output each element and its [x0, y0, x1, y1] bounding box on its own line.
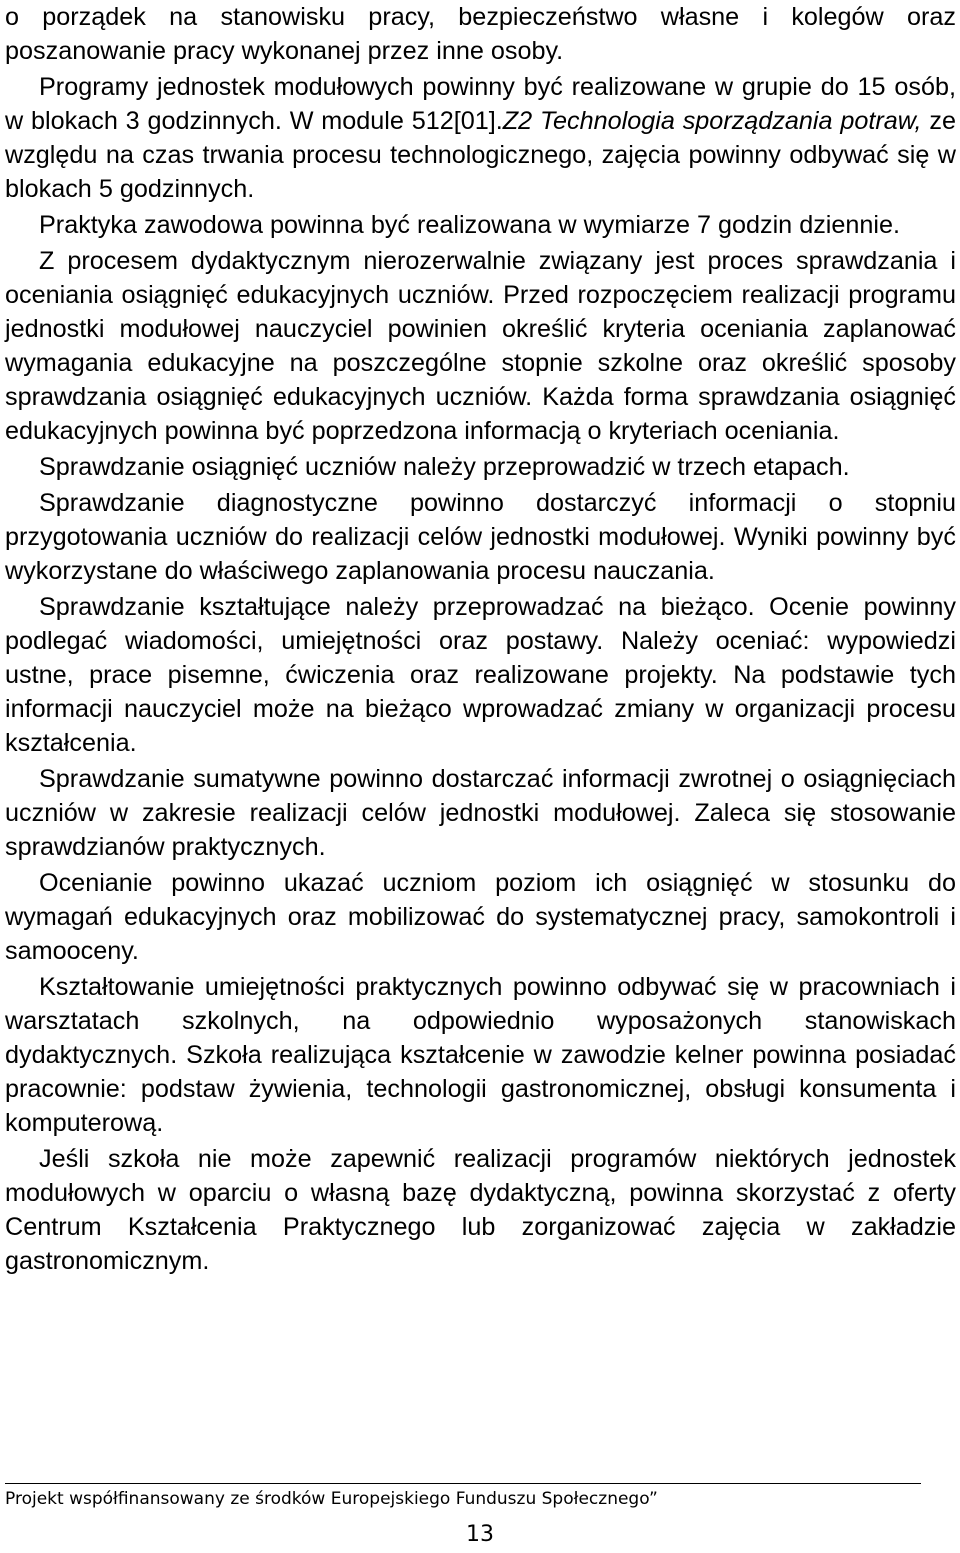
paragraph-group-size-text: Programy jednostek modułowych powinny być realizowane w grupie do 15 osób, w blokach 3 godzinnych. W module 512[01].	[5, 73, 956, 135]
document-body	[5, 0, 956, 1280]
paragraph-diagnostic: Sprawdzanie diagnostyczne powinno dostarczyć informacji o stopniu przygotowania uczniów do realizacji celów jednostki modułowej. Wyniki powinny być wykorzystane do właściwego zaplanowania procesu nauczania.	[5, 489, 956, 585]
footer-divider	[5, 1483, 921, 1484]
paragraph-assessment-stages: Sprawdzanie osiągnięć uczniów należy przeprowadzić w trzech etapach.	[39, 453, 850, 481]
module-title-italic: Z2 Technologia sporządzania potraw,	[502, 107, 922, 135]
footer-note: Projekt współfinansowany ze środków Europejskiego Funduszu Społecznego”	[5, 1489, 658, 1509]
paragraph-formative: Sprawdzanie kształtujące należy przeprowadzać na bieżąco. Ocenie powinny podlegać wiadomości, umiejętności oraz postawy. Należy oceniać: wypowiedzi ustne, prace pisemne, ćwiczenia oraz realizowane projekty. Na podstawie tych informacji nauczyciel może na bieżąco wprowadzać zmiany w organizacji procesu kształcenia.	[5, 593, 956, 757]
paragraph-assessment: Z procesem dydaktycznym nierozerwalnie związany jest proces sprawdzania i oceniania osiągnięć edukacyjnych uczniów. Przed rozpoczęciem realizacji programu jednostki modułowej nauczyciel powinien określić kryteria oceniania zaplanować wymagania edukacyjne na poszczególne stopnie szkolne oraz określić sposoby sprawdzania osiągnięć edukacyjnych uczniów. Każda forma sprawdzania osiągnięć edukacyjnych powinna być poprzedzona informacją o kryteriach oceniania.	[5, 247, 956, 445]
paragraph-group-size-tail: ze względu na czas trwania procesu technologicznego, zajęcia powinny odbywać się w blokach 5 godzinnych.	[5, 107, 956, 203]
paragraph-practical-skills: Kształtowanie umiejętności praktycznych powinno odbywać się w pracowniach i warsztatach szkolnych, na odpowiednio wyposażonych stanowiskach dydaktycznych. Szkoła realizująca kształcenie w zawodzie kelner powinna posiadać pracownie: podstaw żywienia, technologii gastronomicznej, obsługi konsumenta i komputerową.	[5, 973, 956, 1137]
paragraph-internship: Praktyka zawodowa powinna być realizowana w wymiarze 7 godzin dziennie.	[39, 211, 901, 239]
paragraph-grading: Ocenianie powinno ukazać uczniom poziom ich osiągnięć w stosunku do wymagań edukacyjnych oraz mobilizować do systematycznej pracy, samokontroli i samooceny.	[5, 869, 956, 965]
paragraph-external-training: Jeśli szkoła nie może zapewnić realizacji programów niektórych jednostek modułowych w oparciu o własną bazę dydaktyczną, powinna skorzystać z oferty Centrum Kształcenia Praktycznego lub zorganizować zajęcia w zakładzie gastronomicznym.	[5, 1145, 956, 1275]
page-number: 13	[466, 1522, 494, 1547]
paragraph-group-size	[5, 70, 956, 206]
paragraph-summative: Sprawdzanie sumatywne powinno dostarczać informacji zwrotnej o osiągnięciach uczniów w zakresie realizacji celów jednostki modułowej. Zaleca się stosowanie sprawdzianów praktycznych.	[5, 765, 956, 861]
paragraph-continuation: o porządek na stanowisku pracy, bezpieczeństwo własne i kolegów oraz poszanowanie pracy wykonanej przez inne osoby.	[5, 3, 956, 65]
